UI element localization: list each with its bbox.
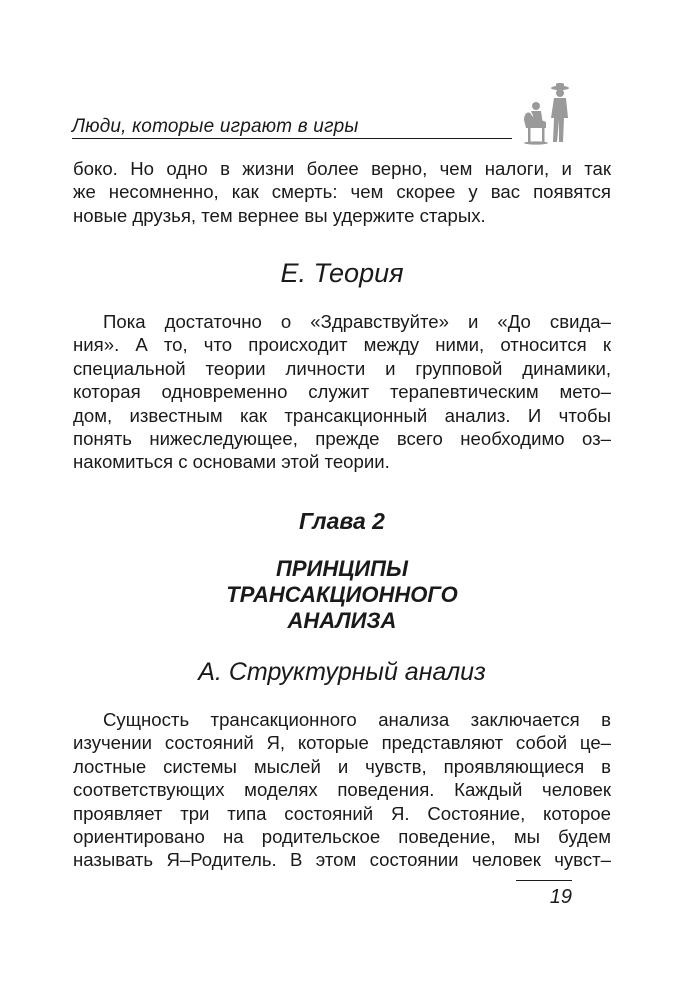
text-line: дом, известным как трансакционный анализ. И чтобы	[73, 404, 611, 426]
section-heading-e: Е. Теория	[280, 258, 404, 288]
text-line: изучении состояний Я, которые представляют собой це–	[73, 732, 611, 754]
paragraph-continuation	[73, 157, 611, 227]
paragraph-theory	[73, 310, 611, 474]
chapter-title-line: ПРИНЦИПЫ	[276, 556, 408, 581]
text-line: ориентировано на родительское поведение, мы будем	[73, 826, 611, 848]
chapter-title	[73, 556, 611, 634]
text-line: ния». А то, что происходит между ними, относится к	[73, 334, 611, 356]
text-line: специальной теории личности и групповой динамики,	[73, 357, 611, 379]
running-head	[72, 116, 512, 139]
text-line: соответствующих моделях поведения. Каждый человек	[73, 779, 611, 801]
running-head-title: Люди, которые играют в игры	[72, 116, 359, 137]
text-line: которая одновременно служит терапевтическим мето–	[73, 381, 611, 403]
section-heading-a: А. Структурный анализ	[198, 658, 486, 686]
chapter-title-line: АНАЛИЗА	[287, 608, 397, 633]
text-line: понять нижеследующее, прежде всего необходимо оз–	[73, 428, 611, 450]
text-line: боко. Но одно в жизни более верно, чем налоги, и так	[73, 158, 611, 179]
chapter-label: Глава 2	[299, 508, 385, 534]
figures-silhouette-icon	[516, 82, 576, 146]
text-line: Пока достаточно о «Здравствуйте» и «До свида–	[103, 311, 611, 332]
text-line: же несомненно, как смерть: чем скорее у вас появятся	[73, 181, 611, 203]
chapter-title-line: ТРАНСАКЦИОННОГО	[226, 582, 458, 607]
text-line: лостные системы мыслей и чувств, проявляющиеся в	[73, 755, 611, 777]
text-line: называть Я–Родитель. В этом состоянии человек чувст–	[73, 849, 611, 871]
text-line: Сущность трансакционного анализа заключается в	[103, 709, 611, 730]
page-number: 19	[516, 880, 572, 909]
text-line: накомиться с основами этой теории.	[73, 451, 390, 473]
text-line: проявляет три типа состояний Я. Состояние, которое	[73, 802, 611, 824]
text-line: новые друзья, тем вернее вы удержите старых.	[73, 204, 486, 226]
paragraph-structural-analysis	[73, 708, 611, 872]
